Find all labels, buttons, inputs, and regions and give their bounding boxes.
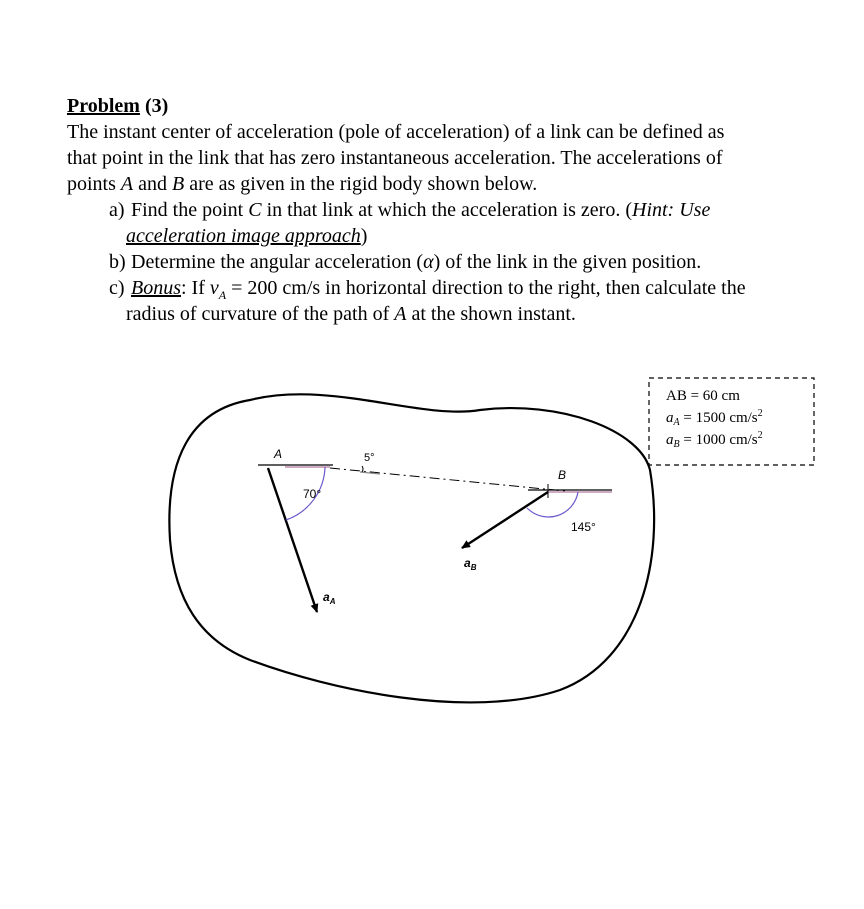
intro-line-1: The instant center of acceleration (pole of acceleration) of a link can be defined as: [67, 121, 725, 143]
given-ab: AB = 60 cm: [666, 388, 740, 404]
part-a: a) Find the point C in that link at which the acceleration is zero. (Hint: Use: [109, 199, 711, 221]
rigid-body-outline: [169, 394, 654, 702]
intro-line-2: that point in the link that has zero instantaneous acceleration. The accelerations of: [67, 147, 723, 169]
part-a-line-2: acceleration image approach): [126, 225, 368, 247]
label-point-A: A: [274, 447, 283, 461]
five-degree-arc: [362, 466, 363, 472]
part-c-line-2: radius of curvature of the path of A at the shown instant.: [126, 303, 576, 325]
label-angle-5: 5°: [364, 452, 375, 464]
label-angle-70: 70°: [303, 487, 322, 501]
part-c: c) Bonus: If $v_A = 200$ cm/s in horizontal direction to the right, then calculate the: [109, 277, 746, 302]
aB-vector: [462, 492, 548, 548]
given-aA: $a_A = 1500$ $cm/s^2$: [666, 408, 763, 428]
angle-145-arc: [527, 492, 578, 517]
label-aB: $a_B$: [464, 556, 477, 572]
given-aB: $a_B = 1000$ $cm/s^2$: [666, 430, 763, 450]
label-aA: $a_A$: [323, 590, 336, 606]
heading-number: (3): [139, 95, 169, 117]
intro-line-3: points A and B are as given in the rigid body shown below.: [67, 173, 538, 195]
ab-centerline: [330, 468, 565, 491]
label-angle-145: 145°: [571, 520, 596, 534]
heading-label: Problem: [67, 95, 140, 117]
part-b: b) Determine the angular acceleration (α) of the link in the given position.: [109, 251, 702, 273]
label-point-B: B: [558, 468, 567, 482]
